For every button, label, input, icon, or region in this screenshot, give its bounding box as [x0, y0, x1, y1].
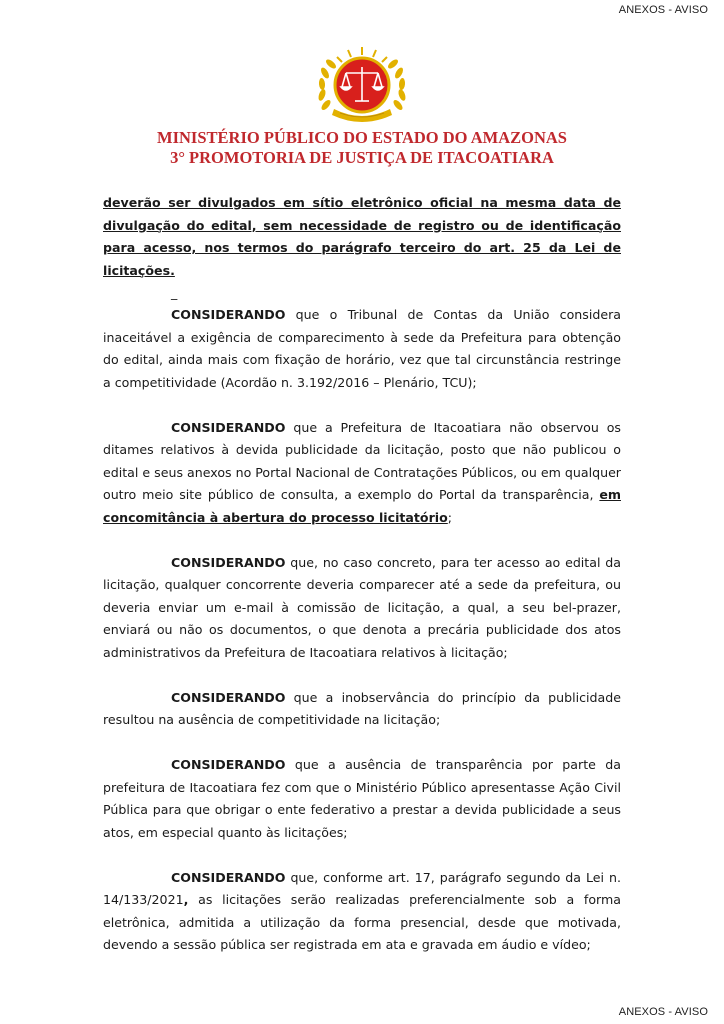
lead-paragraph: deverão ser divulgados em sítio eletrônico oficial na mesma data de divulgação do edital, sem necessidade de registro ou de identificação para acesso, nos termos do parágrafo terceiro do art. 25 da Lei de licitações.: [103, 195, 621, 278]
considering-paragraph-6: [103, 867, 621, 957]
institution-seal-icon: [312, 45, 412, 125]
considering-paragraph-4: [103, 687, 621, 732]
paragraph-text: que, conforme art. 17, parágrafo segundo da Lei n. 14/133/2021: [103, 869, 621, 907]
considering-paragraph-5: [103, 754, 621, 844]
paragraph-text: que, no caso concreto, para ter acesso ao edital da licitação, qualquer concorrente deveria comparecer até a sede da prefeitura, ou deveria enviar um e-mail à comissão de licitação, a qual, a seu bel-prazer, enviará ou não os documentos, o que denota a precária publicidade dos atos administrativos da Prefeitura de Itacoatiara relativos à licitação;: [103, 554, 621, 660]
considering-paragraph-1: [103, 304, 621, 394]
paragraph-text: que a inobservância do princípio da publicidade resultou na ausência de competitividade na licitação;: [103, 689, 621, 727]
considering-keyword: CONSIDERANDO: [171, 307, 286, 322]
considering-keyword: CONSIDERANDO: [171, 869, 286, 885]
dash-mark: _: [171, 285, 178, 300]
considering-keyword: CONSIDERANDO: [171, 419, 286, 435]
considering-keyword: CONSIDERANDO: [171, 554, 286, 570]
paragraph-text: que a Prefeitura de Itacoatiara não observou os ditames relativos à devida publicidade da licitação, posto que não publicou o edital e seus anexos no Portal Nacional de Contratações Públicos, ou em qualquer outro meio site público de consulta, a exemplo do Portal da transparência,: [103, 419, 621, 502]
paragraph-text-end: ;: [447, 509, 453, 525]
paragraph-text: que o Tribunal de Contas da União considera inaceitável a exigência de comparecimento à sede da Prefeitura para obtenção do edital, ainda mais com fixação de horário, vez que tal circunstância restringe a competitividade (Acordão n. 3.192/2016 – Plenário, TCU);: [103, 307, 621, 390]
paragraph-text: que a ausência de transparência por parte da prefeitura de Itacoatiara fez com que o Ministério Público apresentasse Ação Civil Pública para que obrigar o ente federativo a prestar a devida publicidade a seus atos, em especial quanto às licitações;: [103, 757, 621, 840]
underlined-emphasis: em concomitância à abertura do processo licitatório: [103, 487, 621, 525]
header-institution: MINISTÉRIO PÚBLICO DO ESTADO DO AMAZONAS: [157, 128, 567, 147]
considering-keyword: CONSIDERANDO: [171, 757, 286, 772]
considering-keyword: CONSIDERANDO: [171, 689, 286, 705]
bold-comma: ,: [183, 892, 189, 907]
considering-paragraph-2: [103, 417, 621, 530]
document-header: [0, 128, 724, 168]
header-promotoria: 3° PROMOTORIA DE JUSTIÇA DE ITACOATIARA: [170, 148, 554, 167]
paragraph-text-cont: as licitações serão realizadas preferencialmente sob a forma eletrônica, admitida a utilização da forma presencial, desde que motivada, devendo a sessão pública ser registrada em ata e gravada em áudio e vídeo;: [103, 892, 621, 952]
considering-paragraph-3: [103, 552, 621, 665]
corner-label-bottom: ANEXOS - AVISO: [618, 1006, 708, 1018]
corner-label-top: ANEXOS - AVISO: [618, 4, 708, 16]
document-body: [103, 192, 621, 957]
